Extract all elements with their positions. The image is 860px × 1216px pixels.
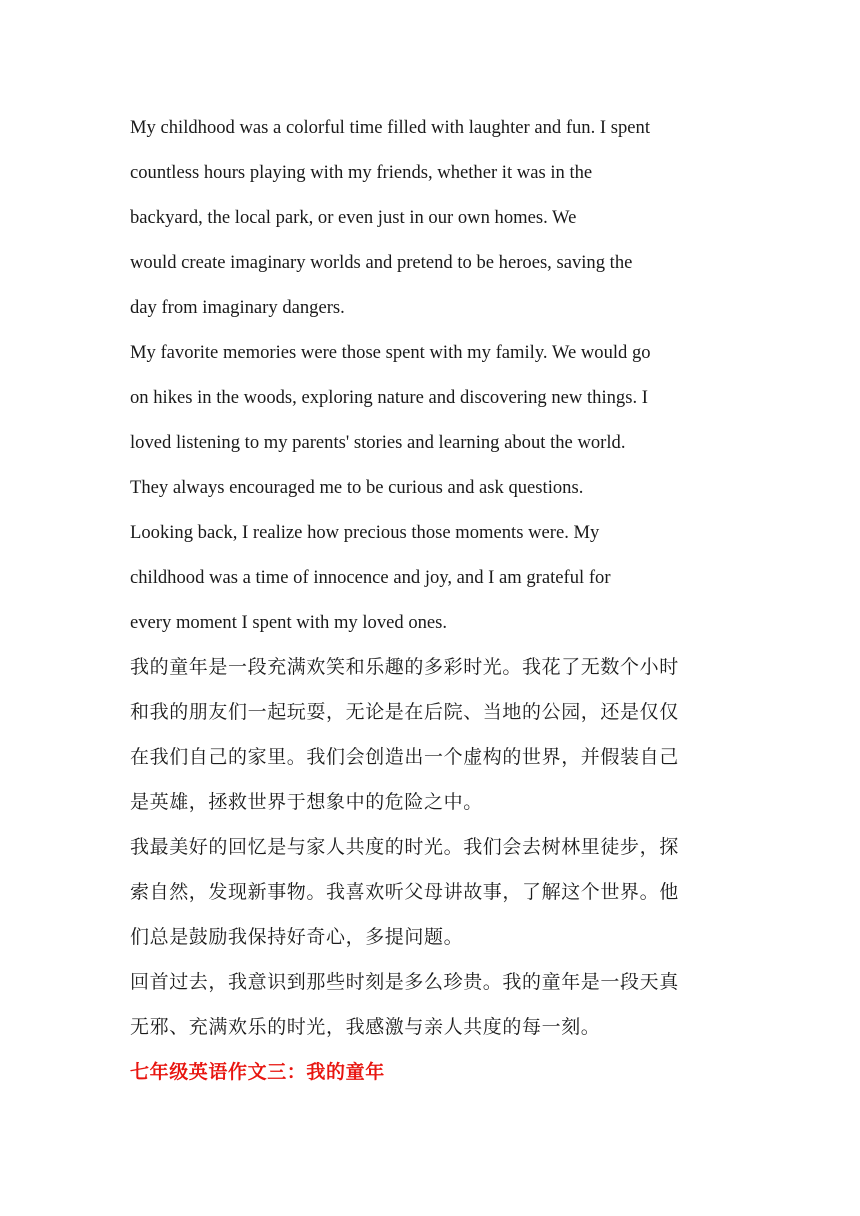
text-line: 我的童年是一段充满欢笑和乐趣的多彩时光。我花了无数个小时 — [130, 656, 679, 678]
text-line: 是英雄，拯救世界于想象中的危险之中。 — [130, 791, 483, 813]
text-line: every moment I spent with my loved ones. — [130, 612, 448, 633]
text-line: 索自然，发现新事物。我喜欢听父母讲故事，了解这个世界。他 — [130, 881, 679, 903]
essay-content — [130, 105, 740, 1095]
text-line: My favorite memories were those spent with my family. We would go — [130, 342, 651, 363]
english-paragraph-3 — [130, 510, 740, 645]
text-line: 们总是鼓励我保持好奇心，多提问题。 — [130, 926, 464, 948]
chinese-paragraph-1 — [130, 645, 740, 825]
text-line: 在我们自己的家里。我们会创造出一个虚构的世界，并假装自己 — [130, 746, 679, 768]
section-heading: 七年级英语作文三：我的童年 — [130, 1061, 385, 1083]
text-line: countless hours playing with my friends, whether it was in the — [130, 162, 593, 183]
english-paragraph-1 — [130, 105, 740, 330]
text-line: 无邪、充满欢乐的时光，我感激与亲人共度的每一刻。 — [130, 1016, 601, 1038]
text-line: They always encouraged me to be curious and ask questions. — [130, 477, 584, 498]
chinese-paragraph-2 — [130, 825, 740, 960]
text-line: 我最美好的回忆是与家人共度的时光。我们会去树林里徒步，探 — [130, 836, 679, 858]
text-line: Looking back, I realize how precious those moments were. My — [130, 522, 600, 543]
text-line: childhood was a time of innocence and joy, and I am grateful for — [130, 567, 611, 588]
text-line: day from imaginary dangers. — [130, 297, 345, 318]
text-line: on hikes in the woods, exploring nature and discovering new things. I — [130, 387, 648, 408]
text-line: loved listening to my parents' stories and learning about the world. — [130, 432, 626, 453]
text-line: 和我的朋友们一起玩耍，无论是在后院、当地的公园，还是仅仅 — [130, 701, 679, 723]
text-line: 回首过去，我意识到那些时刻是多么珍贵。我的童年是一段天真 — [130, 971, 679, 993]
text-line: My childhood was a colorful time filled with laughter and fun. I spent — [130, 117, 650, 138]
english-paragraph-2 — [130, 330, 740, 510]
text-line: would create imaginary worlds and pretend to be heroes, saving the — [130, 252, 633, 273]
text-line: backyard, the local park, or even just in our own homes. We — [130, 207, 577, 228]
chinese-paragraph-3 — [130, 960, 740, 1050]
